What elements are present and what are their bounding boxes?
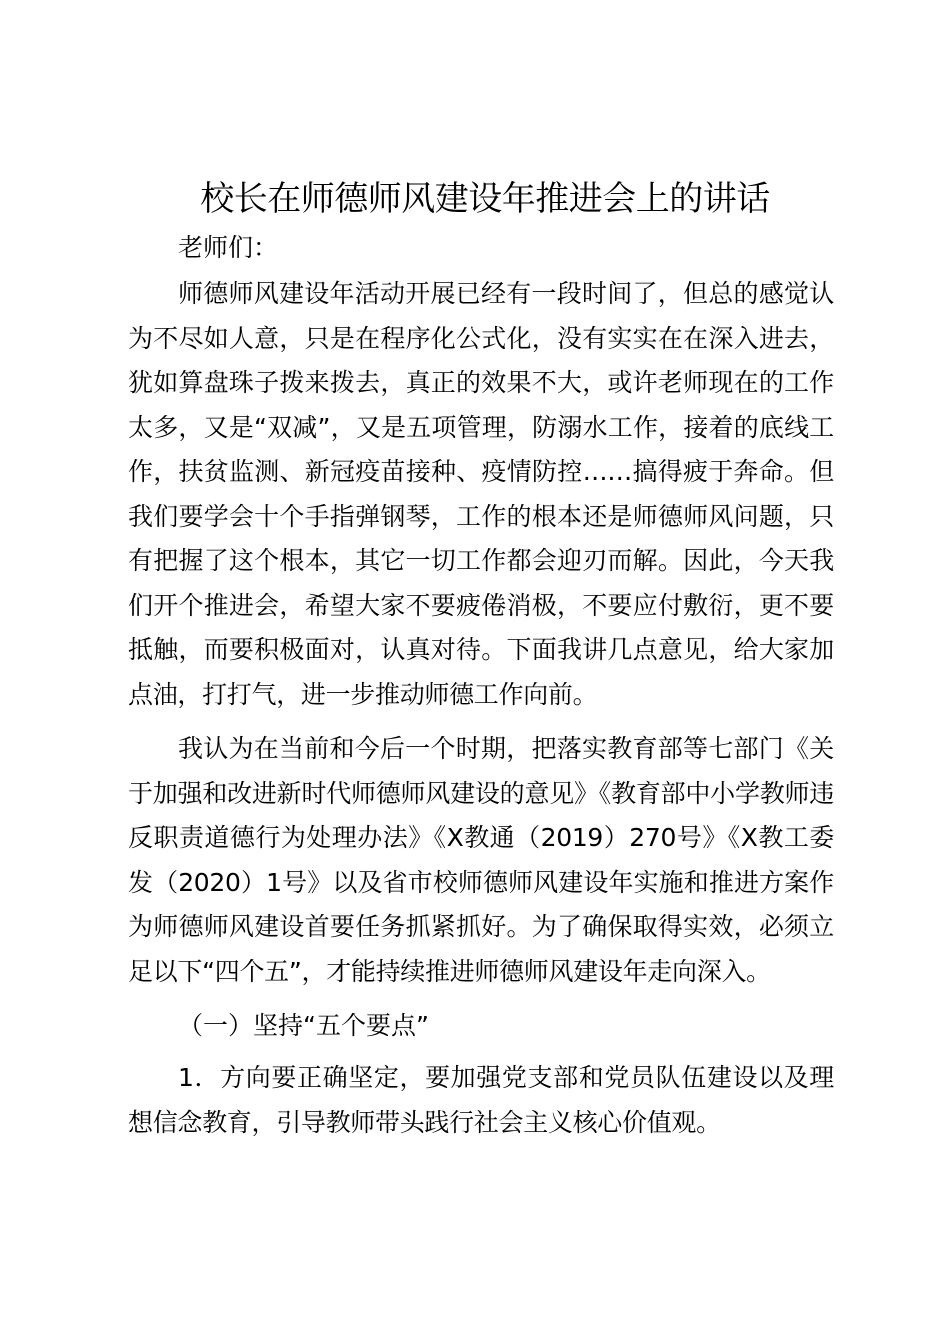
greeting: 老师们：	[178, 233, 279, 262]
document-title: 校长在师德师风建设年推进会上的讲话	[200, 179, 770, 219]
list-item-1: 1．方向要正确坚定，要加强党支部和党员队伍建设以及理想信念教育，引导教师带头践行社会主义核心价值观。	[128, 1063, 834, 1137]
document-page	[128, 172, 834, 1145]
paragraph-2: 我认为在当前和今后一个时期，把落实教育部等七部门《关于加强和改进新时代师德师风建设的意见》《教育部中小学教师违反职责道德行为处理办法》《X教通（2019）270号》《X教工委发（2020）1号》以及省市校师德师风建设年实施和推进方案作为师德师风建设首要任务抓紧抓好。为了确保取得实效，必须立足以下“四个五”，才能持续推进师德师风建设年走向深入。	[128, 734, 834, 986]
paragraph-1: 师德师风建设年活动开展已经有一段时间了，但总的感觉认为不尽如人意，只是在程序化公式化，没有实实在在深入进去，犹如算盘珠子拨来拨去，真正的效果不大，或许老师现在的工作太多，又是“双减”，又是五项管理，防溺水工作，接着的底线工作，扶贫监测、新冠疫苗接种、疫情防控……搞得疲于奔命。但我们要学会十个手指弹钢琴，工作的根本还是师德师风问题，只有把握了这个根本，其它一切工作都会迎刃而解。因此，今天我们开个推进会，希望大家不要疲倦消极，不要应付敷衍，更不要抵触，而要积极面对，认真对待。下面我讲几点意见，给大家加点油，打打气，进一步推动师德工作向前。	[128, 279, 834, 709]
section-heading: （一）坚持“五个要点”	[178, 1011, 429, 1040]
